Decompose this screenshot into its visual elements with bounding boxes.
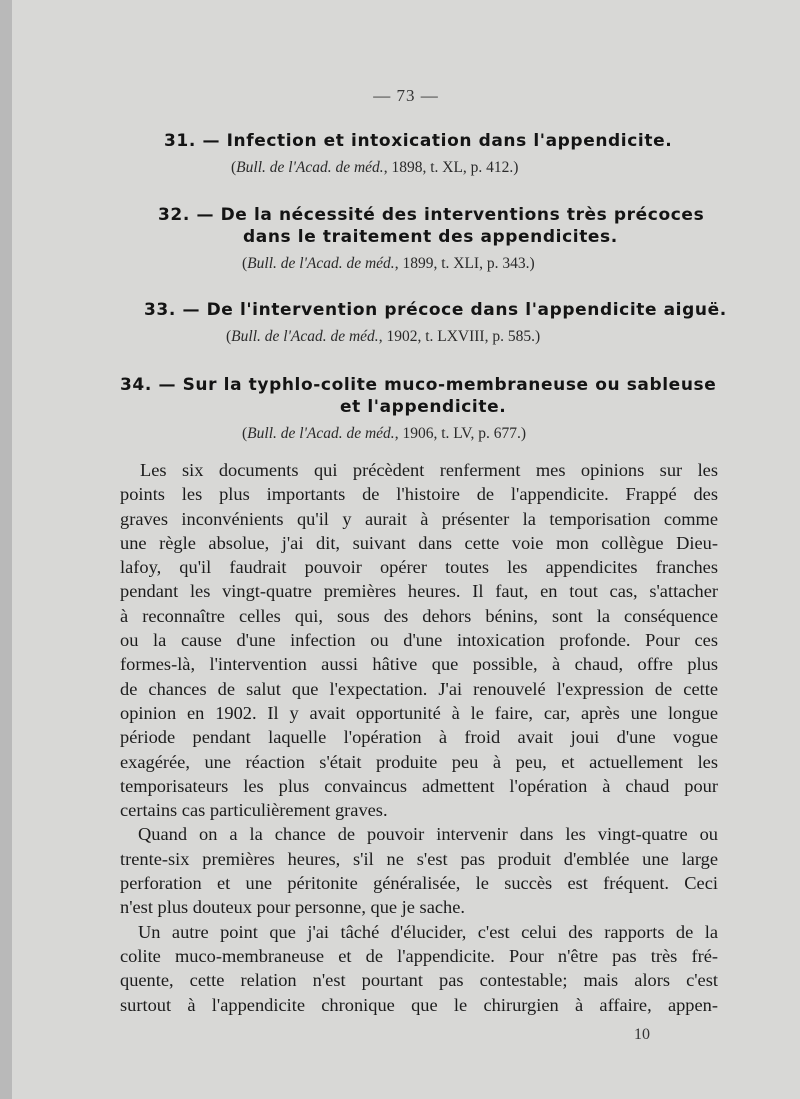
body-line: points les plus importants de l'histoire de l'appendicite. Frappé des (120, 484, 718, 505)
entry-reference: (Bull. de l'Acad. de méd., 1898, t. XL, p. 412.) (231, 159, 519, 176)
entry-title-continuation: et l'appendicite. (340, 397, 507, 417)
body-line: surtout à l'appendicite chronique que le chirurgien à affaire, appen- (120, 994, 718, 1015)
entry-reference: (Bull. de l'Acad. de méd., 1899, t. XLI, p. 343.) (242, 255, 535, 272)
bibliography-entry-31 (164, 130, 672, 178)
body-line: opinion en 1902. Il y avait opportunité à le faire, car, après une longue (120, 702, 718, 723)
entry-dash: — (182, 300, 201, 320)
document-page (12, 0, 800, 1099)
body-line: pendant les vingt-quatre premières heures. Il faut, en tout cas, s'attacher (120, 581, 718, 602)
body-line: à reconnaître celles qui, sous des dehors bénins, sont la conséquence (120, 605, 718, 626)
entry-reference: (Bull. de l'Acad. de méd., 1906, t. LV, p. 677.) (242, 425, 527, 442)
body-line: période pendant laquelle l'opération à froid avait joui d'une vogue (120, 727, 718, 748)
entry-title (164, 130, 672, 152)
body-line: formes-là, l'intervention aussi hâtive que possible, à chaud, offre plus (120, 654, 718, 675)
body-line: Les six documents qui précèdent renferment mes opinions sur les (140, 460, 718, 480)
entry-title-line: De l'intervention précoce dans l'appendicite aiguë. (206, 300, 727, 320)
entry-number: 32. (158, 205, 190, 225)
body-line: quente, cette relation n'est pourtant pas contestable; mais alors c'est (120, 970, 718, 991)
body-line: trente-six premières heures, s'il ne s'est pas produit d'emblée une large (120, 848, 718, 869)
entry-title (158, 204, 704, 226)
journal-name: Bull. de l'Acad. de méd. (247, 255, 395, 272)
entry-dash: — (196, 205, 215, 225)
entry-title (144, 299, 727, 321)
journal-name: Bull. de l'Acad. de méd. (236, 159, 384, 176)
bibliography-entry-34 (120, 374, 716, 444)
body-line: temporisateurs les plus convaincus admettent l'opération à chaud pour (120, 775, 718, 796)
entry-dash: — (202, 131, 221, 151)
body-line: ou la cause d'une infection ou d'une intoxication profonde. Pour ces (120, 630, 718, 651)
body-line: de chances de salut que l'expectation. J'ai renouvelé l'expression de cette (120, 678, 718, 699)
entry-title-line: Infection et intoxication dans l'appendicite. (226, 131, 673, 151)
entry-title-line: Sur la typhlo-colite muco-membraneuse ou sableuse (182, 375, 717, 395)
bibliography-entry-32 (158, 204, 704, 274)
body-line: n'est plus douteux pour personne, que je sache. (120, 897, 465, 918)
body-line: Un autre point que j'ai tâché d'élucider, c'est celui des rapports de la (138, 921, 718, 942)
entry-number: 33. (144, 300, 176, 320)
page-number: — 73 — (373, 86, 439, 105)
entry-dash: — (158, 375, 177, 395)
entry-number: 31. (164, 131, 196, 151)
signature-mark: 10 (634, 1026, 650, 1043)
body-line: certains cas particulièrement graves. (120, 800, 388, 821)
entry-number: 34. (120, 375, 152, 395)
body-line: perforation et une péritonite généralisée, le succès est fréquent. Ceci (120, 873, 718, 894)
entry-title (120, 374, 716, 396)
entry-reference: (Bull. de l'Acad. de méd., 1902, t. LXVIII, p. 585.) (226, 328, 541, 345)
body-line: colite muco-membraneuse et de l'appendicite. Pour n'être pas très fré- (120, 945, 718, 966)
body-line: exagérée, une réaction s'était produite peu à peu, et actuellement les (120, 751, 718, 772)
journal-name: Bull. de l'Acad. de méd. (231, 328, 379, 345)
body-line: lafoy, qu'il faudrait pouvoir opérer toutes les appendicites franches (120, 557, 718, 578)
journal-name: Bull. de l'Acad. de méd. (247, 425, 395, 442)
body-line: une règle absolue, j'ai dit, suivant dans cette voie mon collègue Dieu- (120, 532, 718, 553)
body-line: Quand on a la chance de pouvoir intervenir dans les vingt-quatre ou (138, 824, 718, 845)
bibliography-entry-33 (144, 299, 727, 347)
body-line: graves inconvénients qu'il y aurait à présenter la temporisation comme (120, 508, 718, 529)
entry-title-continuation: dans le traitement des appendicites. (243, 227, 618, 247)
entry-title-line: De la nécessité des interventions très précoces (220, 205, 705, 225)
body-text (120, 458, 718, 1017)
